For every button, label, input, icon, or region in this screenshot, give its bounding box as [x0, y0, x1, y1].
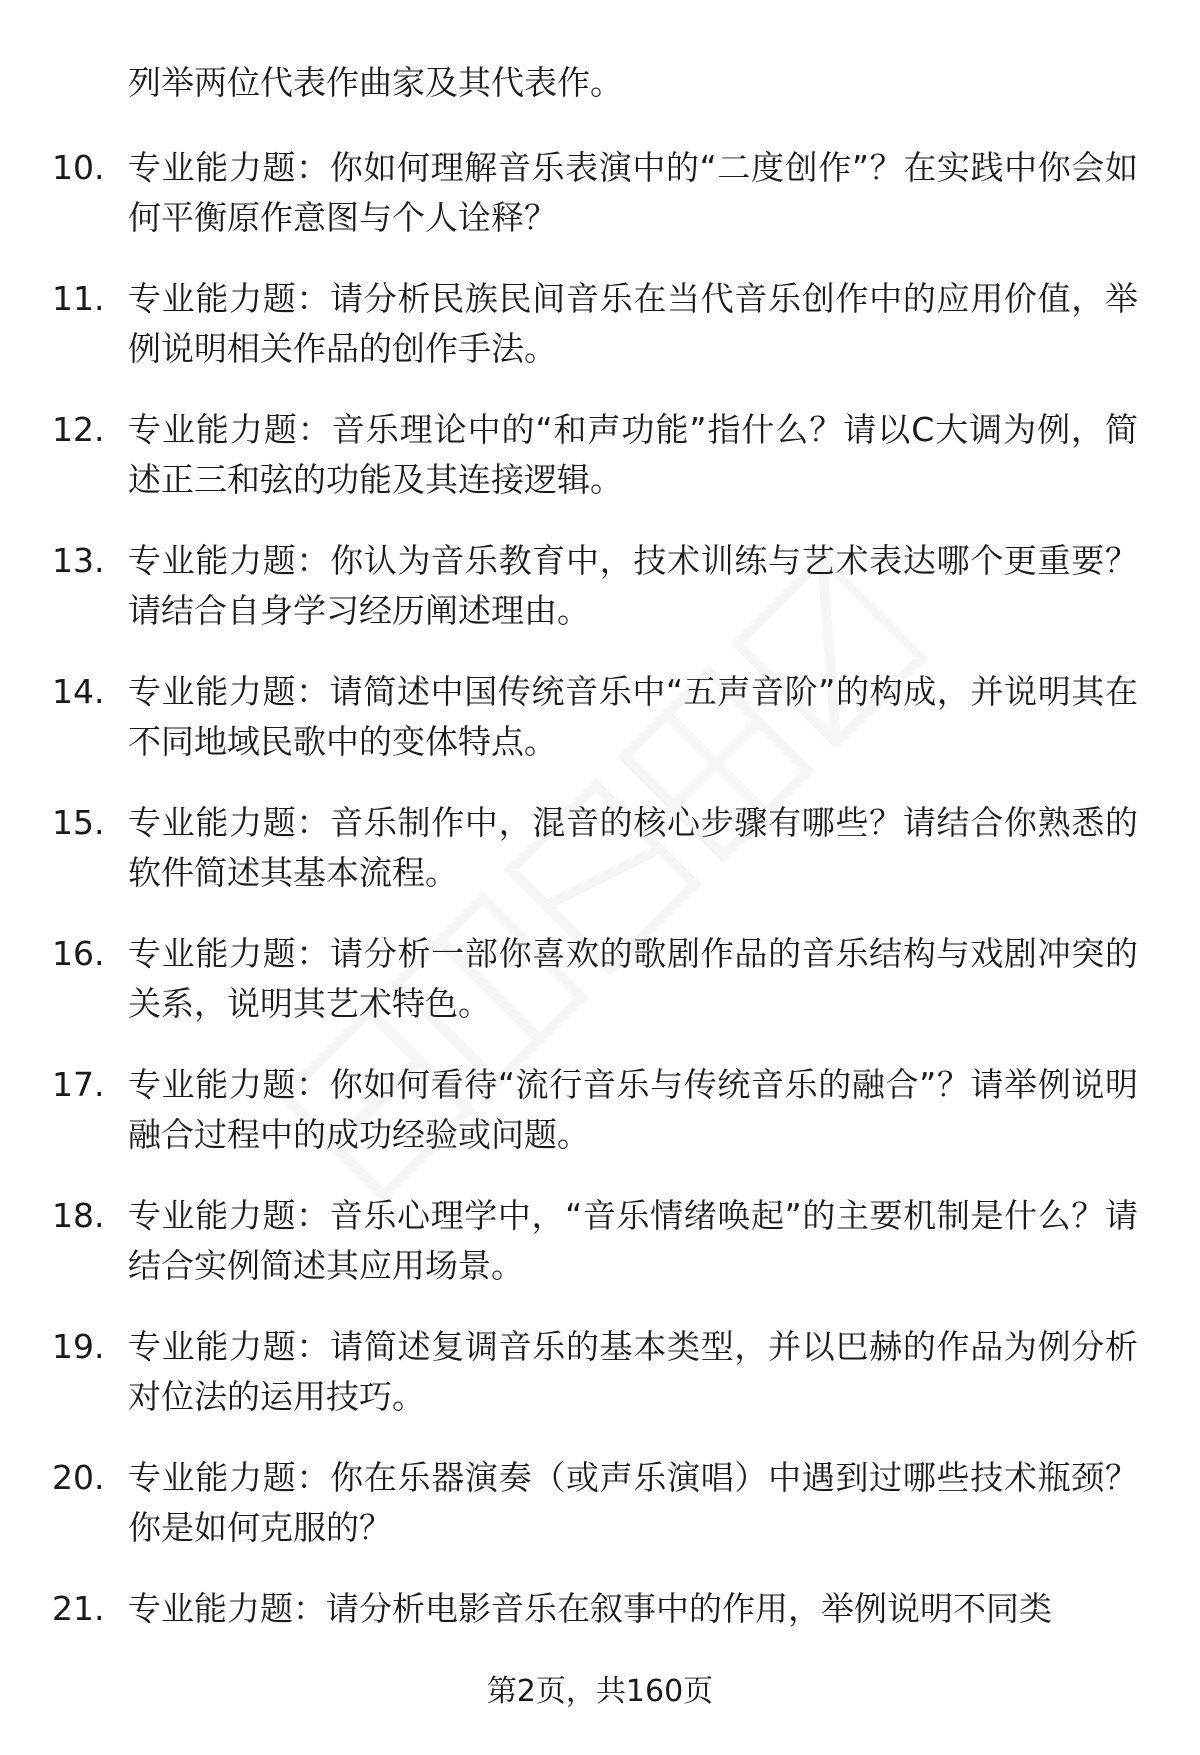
question-item [0, 405, 1200, 536]
question-text: 专业能力题：你在乐器演奏（或声乐演唱）中遇到过哪些技术瓶颈？你是如何克服的？ [128, 1458, 1138, 1547]
question-text: 专业能力题：你认为音乐教育中，技术训练与艺术表达哪个更重要？请结合自身学习经历阐述理由。 [128, 541, 1138, 630]
question-number: 10. [52, 148, 105, 187]
question-text: 专业能力题：音乐心理学中，“音乐情绪唤起”的主要机制是什么？请结合实例简述其应用场景。 [128, 1196, 1138, 1285]
question-item [0, 274, 1200, 405]
question-text: 专业能力题：你如何看待“流行音乐与传统音乐的融合”？请举例说明融合过程中的成功经验或问题。 [128, 1065, 1138, 1154]
question-number: 19. [52, 1327, 105, 1366]
question-number: 18. [52, 1196, 105, 1235]
question-item [0, 143, 1200, 274]
question-text: 专业能力题：请简述中国传统音乐中“五声音阶”的构成，并说明其在不同地域民歌中的变体特点。 [128, 672, 1138, 761]
question-item [0, 536, 1200, 667]
question-text: 专业能力题：音乐制作中，混音的核心步骤有哪些？请结合你熟悉的软件简述其基本流程。 [128, 803, 1138, 892]
question-text: 专业能力题：请分析电影音乐在叙事中的作用，举例说明不同类 [128, 1589, 1052, 1628]
question-number: 17. [52, 1065, 105, 1104]
page-number-label: 第2页，共160页 [486, 1674, 714, 1709]
question-number: 12. [52, 410, 105, 449]
continuation-text: 列举两位代表作曲家及其代表作。 [128, 63, 623, 102]
question-item [0, 1191, 1200, 1322]
question-item [0, 929, 1200, 1060]
question-number: 13. [52, 541, 105, 580]
question-list [0, 143, 1200, 1715]
question-number: 21. [52, 1589, 105, 1628]
question-text: 专业能力题：请分析一部你喜欢的歌剧作品的音乐结构与戏剧冲突的关系，说明其艺术特色。 [128, 934, 1138, 1023]
question-number: 16. [52, 934, 105, 973]
question-text: 专业能力题：你如何理解音乐表演中的“二度创作”？在实践中你会如何平衡原作意图与个人诠释？ [128, 148, 1138, 237]
question-number: 14. [52, 672, 105, 711]
question-item [0, 1322, 1200, 1453]
page-footer [0, 1672, 1200, 1712]
question-item [0, 667, 1200, 798]
question-text: 专业能力题：请简述复调音乐的基本类型，并以巴赫的作品为例分析对位法的运用技巧。 [128, 1327, 1138, 1416]
question-item [0, 1453, 1200, 1584]
question-number: 20. [52, 1458, 105, 1497]
question-number: 11. [52, 279, 105, 318]
question-text: 专业能力题：请分析民族民间音乐在当代音乐创作中的应用价值，举例说明相关作品的创作手法。 [128, 279, 1138, 368]
question-item [0, 798, 1200, 929]
question-number: 15. [52, 803, 105, 842]
question-text: 专业能力题：音乐理论中的“和声功能”指什么？请以C大调为例，简述正三和弦的功能及其连接逻辑。 [128, 410, 1138, 499]
question-item [0, 1060, 1200, 1191]
